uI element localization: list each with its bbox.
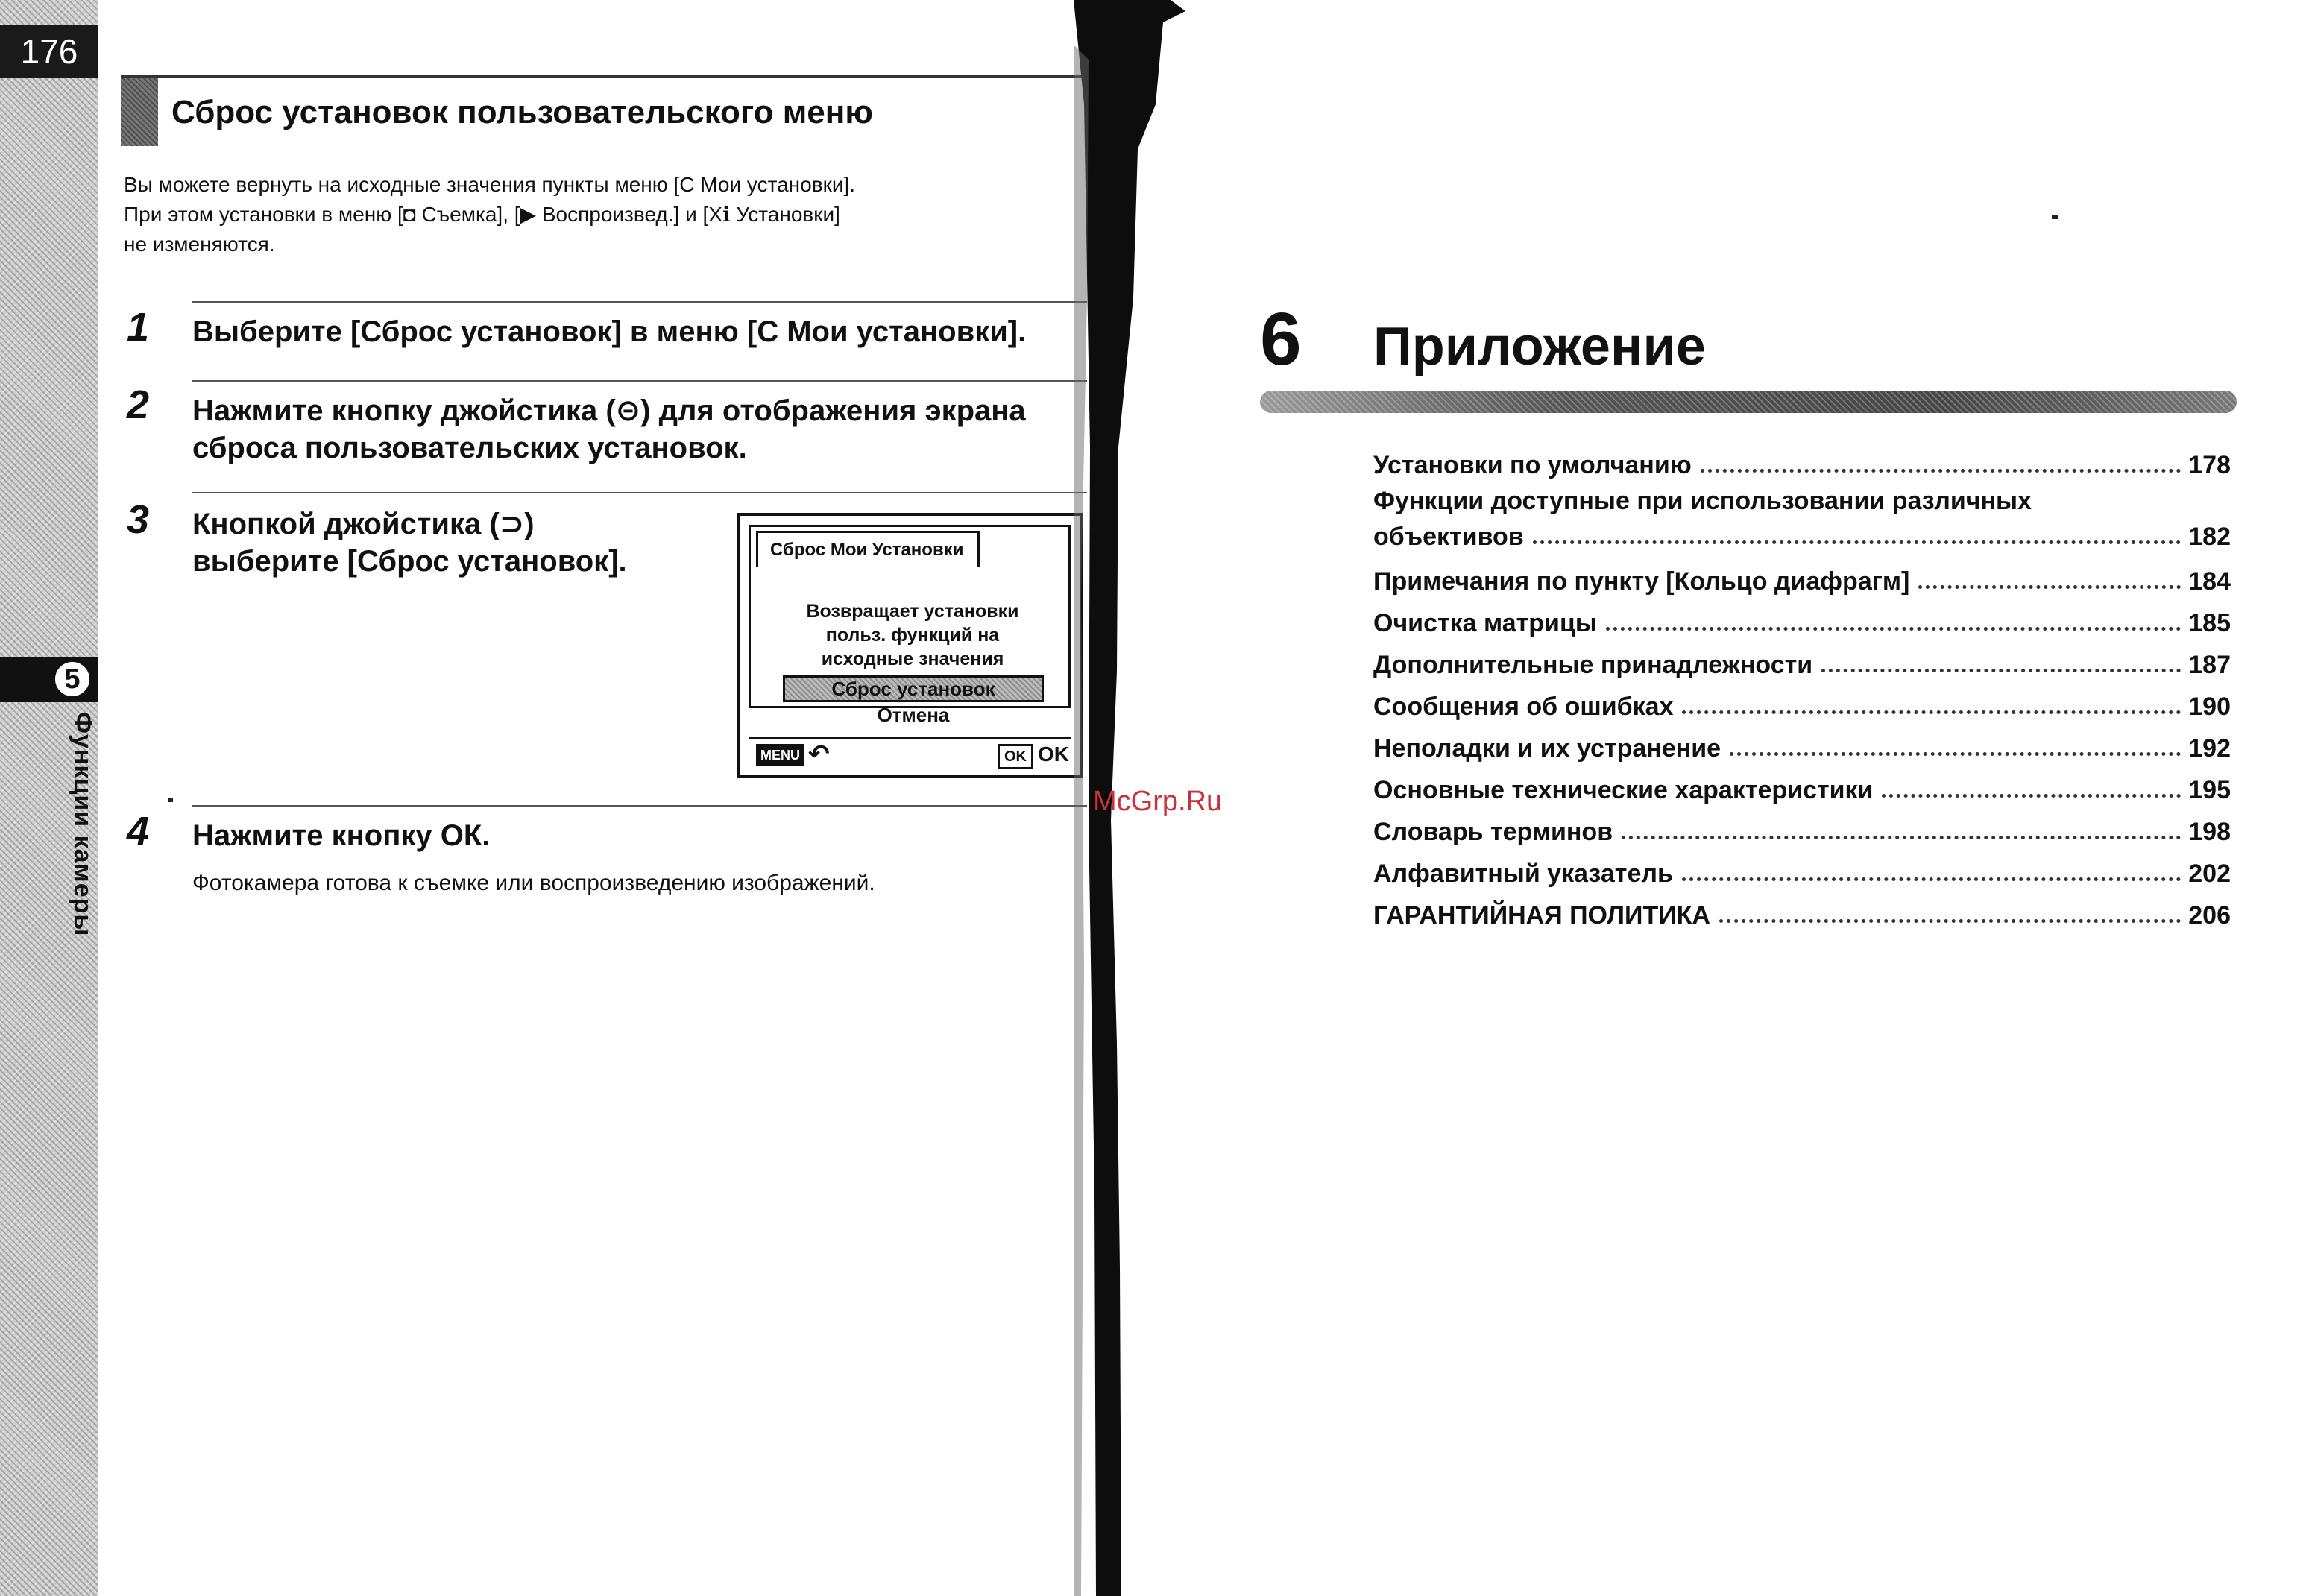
toc-entry[interactable] [1373, 805, 2231, 847]
step-line: Нажмите кнопку джойстика (⊝) для отображения экрана [192, 394, 1026, 427]
chapter-title: Приложение [1373, 317, 1706, 376]
toc-entry-title: Словарь терминов [1373, 818, 1613, 846]
step-divider [192, 492, 1087, 493]
intro-paragraph [124, 170, 1093, 259]
toc-leader-dots [1882, 794, 2181, 798]
lcd-menu-tab[interactable]: Сброс Мои Установки [756, 531, 980, 567]
toc-entry[interactable] [1373, 680, 2231, 722]
step-line: Выберите [Сброс установок] в меню [C Мои установки]. [192, 315, 1027, 348]
chapter-tab-number: 5 [52, 659, 92, 699]
step-number: 4 [127, 809, 150, 854]
toc-entry-page: 195 [2188, 776, 2231, 804]
scan-speck [2052, 215, 2058, 219]
step-text: Нажмите кнопку ОК. [192, 819, 491, 852]
step-number: 2 [127, 382, 150, 427]
toc-entry-title: Алфавитный указатель [1373, 859, 1673, 888]
toc-leader-dots [1622, 836, 2181, 839]
lcd-ok-button[interactable]: OK [998, 744, 1033, 769]
toc-entry-page: 184 [2188, 567, 2231, 596]
toc-entry[interactable] [1373, 480, 2231, 555]
intro-line: При этом установки в меню [◘ Съемка], [▶ Воспроизвед.] и [Xℹ Установки] [124, 203, 840, 226]
lcd-message [762, 599, 1063, 671]
lcd-menu-button[interactable]: MENU [756, 744, 804, 766]
toc-leader-dots [1701, 469, 2182, 473]
toc-leader-dots [1821, 669, 2181, 672]
toc-entry[interactable] [1373, 638, 2231, 680]
section-header [121, 75, 1090, 149]
toc-entry[interactable] [1373, 555, 2231, 596]
chapter-number: 6 [1260, 297, 1302, 381]
lcd-ok-label: OK [1038, 742, 1069, 766]
toc-entry-page: 178 [2188, 451, 2231, 479]
section-marker [121, 78, 158, 146]
step-line: выберите [Сброс установок]. [192, 545, 627, 578]
step-line: сброса пользовательских установок. [192, 432, 747, 464]
toc-entry-title: Установки по умолчанию [1373, 451, 1692, 479]
toc-leader-dots [1606, 627, 2181, 631]
toc-entry[interactable] [1373, 763, 2231, 805]
lcd-divider [749, 737, 1071, 739]
step-text [192, 313, 1026, 350]
camera-lcd-screen [737, 513, 1083, 778]
toc-entry[interactable] [1373, 596, 2231, 638]
step-text [192, 505, 627, 580]
toc-entry-line [1373, 516, 2231, 552]
toc-leader-dots [1719, 919, 2181, 923]
toc-entry-title: Функции доступные при использовании различных [1373, 487, 2032, 515]
toc-entry-page: 206 [2188, 901, 2231, 930]
step-note: Фотокамера готова к съемке или воспроизведению изображений. [192, 871, 875, 895]
toc-entry-title-continued: объективов [1373, 523, 1524, 551]
step-text [192, 392, 1026, 467]
step-divider [192, 380, 1087, 382]
toc-entry[interactable] [1373, 438, 2231, 480]
intro-line: Вы можете вернуть на исходные значения пункты меню [C Мои установки]. [124, 173, 856, 196]
toc-entry-page: 182 [2188, 523, 2231, 551]
lcd-option-cancel[interactable]: Отмена [877, 704, 950, 726]
toc-entry-page: 190 [2188, 693, 2231, 721]
toc-entry-title: Основные технические характеристики [1373, 776, 1874, 804]
toc-leader-dots [1682, 710, 2181, 714]
toc-entry-page: 192 [2188, 734, 2231, 763]
section-title: Сброс установок пользовательского меню [171, 94, 873, 130]
toc-entry-title: Примечания по пункту [Кольцо диафрагм] [1373, 567, 1910, 596]
lcd-message-line: Возвращает установки [806, 601, 1019, 622]
toc-leader-dots [1682, 877, 2181, 881]
toc-entry-page: 187 [2188, 651, 2231, 679]
toc-entry[interactable] [1373, 847, 2231, 889]
chapter-tab-label: Функции камеры [69, 712, 97, 937]
intro-line: не изменяются. [124, 233, 275, 256]
chapter-title-bar [1260, 391, 2237, 413]
step-divider [192, 805, 1087, 807]
toc-entry-title: Неполадки и их устранение [1373, 734, 1721, 763]
step-line: Кнопкой джойстика (⊃) [192, 508, 535, 540]
back-arrow-icon: ↶ [808, 740, 830, 769]
toc-leader-dots [1533, 540, 2182, 544]
lcd-message-line: исходные значения [821, 649, 1004, 669]
toc-entry[interactable] [1373, 722, 2231, 763]
toc-entry-title: Дополнительные принадлежности [1373, 651, 1813, 679]
scan-speck [168, 798, 173, 802]
toc-entry-title: ГАРАНТИЙНАЯ ПОЛИТИКА [1373, 901, 1710, 930]
step-divider [192, 301, 1087, 303]
toc-entry-page: 185 [2188, 609, 2231, 637]
toc-entry[interactable] [1373, 889, 2231, 930]
page-number: 176 [0, 25, 98, 78]
toc-entry-title: Сообщения об ошибках [1373, 693, 1674, 721]
table-of-contents [1373, 438, 2231, 930]
toc-entry-page: 202 [2188, 859, 2231, 888]
toc-entry-page: 198 [2188, 818, 2231, 846]
lcd-option-reset[interactable]: Сброс установок [783, 675, 1044, 702]
toc-entry-line [1373, 480, 2231, 516]
toc-leader-dots [1730, 752, 2181, 756]
toc-entry-title: Очистка матрицы [1373, 609, 1597, 637]
watermark: McGrp.Ru [1093, 786, 1223, 817]
step-number: 3 [127, 497, 150, 542]
step-number: 1 [127, 305, 150, 350]
toc-leader-dots [1918, 585, 2181, 589]
lcd-message-line: польз. функций на [825, 625, 1000, 646]
